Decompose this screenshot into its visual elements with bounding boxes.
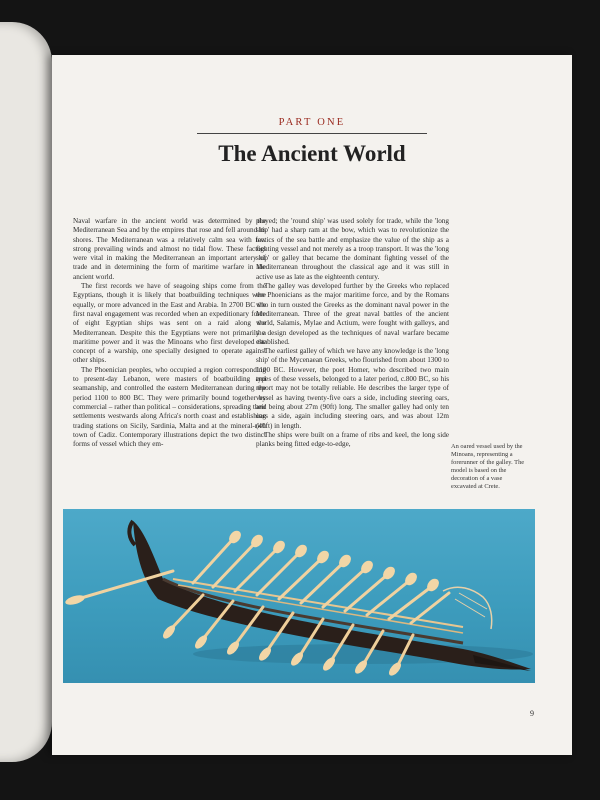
page-title: The Ancient World [218, 141, 406, 166]
paragraph: The Phoenician peoples, who occupied a region corresponding to present-day Lebanon, were masters of boatbuilding and seamanship, and controlled the eastern Mediterranean during the period 1100 to 800 BC. They were primarily bound together by commercial – rather than political – considerations, spreading their settlements westwards along Africa's north coast and establishing trading stations on Sicily, Sardinia, Malta and at the mineral-rich town of Cadiz. Contemporary illustrations depict the two distinct forms of vessel which they em- [73, 365, 266, 449]
text-column-left [73, 217, 266, 449]
paragraph: The earliest galley of which we have any knowledge is the 'long ship' of the Mycenaean Greeks, who flourished from about 1300 to 1100 BC. However, the poet Homer, who described two main types of these vessels, belonged to a later period, c.800 BC, so his report may not be totally reliable. He describes the larger type of vessel as having twenty-five oars a side, including steering oars, and being about 27m (90ft) long. The smaller galley had only ten oars a side, again including steering oars, and was about 12m (40ft) in length. [256, 347, 449, 430]
paragraph: The ships were built on a frame of ribs and keel, the long side planks being fitted edge-to-edge, [256, 430, 449, 449]
paragraph: Naval warfare in the ancient world was determined by the Mediterranean Sea and by the empires that rose and fell around its shores. The Mediterranean was a relatively calm sea with few strong prevailing winds and almost no tidal flow. These factors were vital in making the Mediterranean an important artery of trade and in determining the form of maritime warfare in the ancient world. [73, 217, 266, 281]
photo-caption: An oared vessel used by the Minoans, representing a forerunner of the galley. The model is based on the decoration of a vase excavated at Crete. [451, 443, 525, 491]
galley-model-illustration [63, 509, 535, 683]
paragraph: The first records we have of seagoing ships come from the Egyptians, though it is likely that boatbuilding techniques were equally, or more advanced in the East and Arabia. In 2700 BC the first naval engagement was recorded when an expeditionary force of eight Egyptian ships was sent on a raid along the Mediterranean. Despite this the Egyptians were not primarily a maritime power and it was the Minoans who first developed the concept of a warship, one specially designed to operate against other ships. [73, 282, 266, 365]
paragraph: ployed; the 'round ship' was used solely for trade, while the 'long ship' had a sharp ram at the bow, which was to revolutionize the tactics of the sea battle and emphasize the value of the ship as a fighting vessel and not merely as a troop transport. It was the 'long ship' or galley that became the dominant fighting vessel of the Mediterranean throughout the classical age and it was still in active use as late as the eighteenth century. [256, 217, 449, 281]
part-label: PART ONE [278, 117, 346, 128]
book-page [52, 55, 572, 755]
paragraph: The galley was developed further by the Greeks who replaced the Phoenicians as the major maritime force, and by the Romans who in turn ousted the Greeks as the dominant naval power in the Mediterranean. Three of the great naval battles of the ancient world, Salamis, Mylae and Actium, were fought with galleys, and the design developed as the techniques of naval warfare became established. [256, 282, 449, 346]
left-page-edge [0, 22, 52, 762]
galley-model-photo [63, 509, 535, 683]
title-rule [197, 133, 427, 134]
page-number: 9 [530, 709, 534, 718]
text-column-right [256, 217, 449, 449]
